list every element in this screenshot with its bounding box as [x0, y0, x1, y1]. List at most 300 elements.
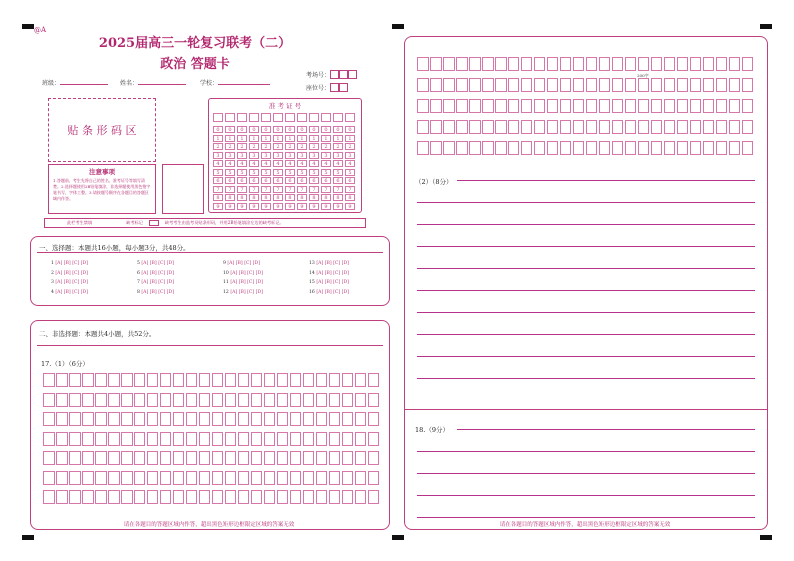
admission-digit-bubble[interactable]: 0: [249, 126, 259, 133]
writing-cell[interactable]: [495, 99, 507, 113]
writing-cell[interactable]: [186, 490, 198, 504]
writing-cell[interactable]: [95, 412, 107, 426]
writing-cell[interactable]: [56, 490, 68, 504]
admission-digit-bubble[interactable]: 3: [309, 152, 319, 159]
admission-digit-bubble[interactable]: 9: [237, 203, 247, 210]
admission-digit-bubble[interactable]: 6: [345, 177, 355, 184]
writing-cell[interactable]: [456, 57, 468, 71]
writing-cell[interactable]: [316, 412, 328, 426]
writing-cell[interactable]: [430, 99, 442, 113]
writing-cell[interactable]: [430, 120, 442, 134]
admission-digit-bubble[interactable]: 0: [273, 126, 283, 133]
admission-digit-bubble[interactable]: 9: [225, 203, 235, 210]
admission-write-cell[interactable]: [261, 113, 271, 122]
admission-digit-bubble[interactable]: 8: [321, 194, 331, 201]
option-bubble[interactable]: [B]: [324, 289, 334, 295]
writing-cell[interactable]: [729, 99, 741, 113]
option-bubble[interactable]: [A]: [230, 270, 239, 276]
option-bubble[interactable]: [C]: [247, 280, 256, 285]
writing-cell[interactable]: [186, 451, 198, 465]
choice-question-7[interactable]: [137, 280, 174, 285]
option-bubble[interactable]: [D]: [80, 280, 89, 285]
writing-cell[interactable]: [251, 393, 263, 407]
writing-cell[interactable]: [690, 141, 702, 155]
admission-digit-bubble[interactable]: 4: [261, 160, 271, 167]
option-bubble[interactable]: [A]: [55, 289, 64, 295]
admission-digit-bubble[interactable]: 9: [309, 203, 319, 210]
option-bubble[interactable]: [D]: [341, 261, 349, 266]
choice-question-13[interactable]: [309, 261, 349, 266]
admission-digit-bubble[interactable]: 3: [333, 152, 343, 159]
option-bubble[interactable]: [A]: [141, 280, 150, 285]
writing-cell[interactable]: [625, 99, 637, 113]
writing-cell[interactable]: [417, 99, 429, 113]
writing-cell[interactable]: [95, 393, 107, 407]
admission-write-cell[interactable]: [273, 113, 283, 122]
writing-cell[interactable]: [729, 57, 741, 71]
admission-digit-bubble[interactable]: 4: [345, 160, 355, 167]
writing-cell[interactable]: [368, 393, 380, 407]
writing-cell[interactable]: [716, 57, 728, 71]
admission-digit-bubble[interactable]: 7: [225, 186, 235, 193]
writing-cell[interactable]: [625, 120, 637, 134]
answer-line[interactable]: [457, 429, 755, 430]
choice-question-12[interactable]: [223, 290, 263, 295]
writing-cell[interactable]: [43, 490, 55, 504]
writing-cell[interactable]: [173, 412, 185, 426]
writing-cell[interactable]: [199, 451, 211, 465]
writing-cell[interactable]: [173, 490, 185, 504]
writing-cell[interactable]: [147, 471, 159, 485]
writing-cell[interactable]: [303, 432, 315, 446]
writing-cell[interactable]: [316, 490, 328, 504]
writing-cell[interactable]: [316, 393, 328, 407]
writing-cell[interactable]: [303, 412, 315, 426]
admission-digit-bubble[interactable]: 6: [225, 177, 235, 184]
admission-digit-bubble[interactable]: 1: [345, 135, 355, 142]
writing-cell[interactable]: [599, 120, 611, 134]
writing-cell[interactable]: [173, 432, 185, 446]
admission-write-cell[interactable]: [249, 113, 259, 122]
admission-digit-bubble[interactable]: 9: [333, 203, 343, 210]
writing-cell[interactable]: [277, 471, 289, 485]
admission-digit-bubble[interactable]: 6: [249, 177, 259, 184]
writing-cell[interactable]: [264, 490, 276, 504]
choice-question-4[interactable]: [51, 290, 88, 295]
admission-digit-bubble[interactable]: 1: [309, 135, 319, 142]
option-bubble[interactable]: [A]: [227, 261, 236, 266]
writing-cell[interactable]: [521, 78, 533, 92]
choice-question-15[interactable]: [309, 280, 349, 285]
writing-cell[interactable]: [586, 78, 598, 92]
admission-digit-bubble[interactable]: 5: [333, 169, 343, 176]
writing-cell[interactable]: [443, 141, 455, 155]
writing-cell[interactable]: [251, 471, 263, 485]
admission-digit-bubble[interactable]: 5: [261, 169, 271, 176]
writing-cell[interactable]: [664, 120, 676, 134]
writing-cell[interactable]: [56, 373, 68, 387]
admission-write-cell[interactable]: [297, 113, 307, 122]
writing-cell[interactable]: [290, 412, 302, 426]
writing-cell[interactable]: [43, 412, 55, 426]
admission-digit-bubble[interactable]: 1: [261, 135, 271, 142]
admission-digit-bubble[interactable]: 7: [249, 186, 259, 193]
writing-cell[interactable]: [703, 78, 715, 92]
writing-cell[interactable]: [482, 57, 494, 71]
admission-write-cell[interactable]: [225, 113, 235, 122]
writing-cell[interactable]: [173, 451, 185, 465]
admission-digit-bubble[interactable]: 0: [333, 126, 343, 133]
writing-cell[interactable]: [716, 99, 728, 113]
writing-cell[interactable]: [69, 373, 81, 387]
admission-digit-bubble[interactable]: 6: [261, 177, 271, 184]
writing-cell[interactable]: [121, 373, 133, 387]
writing-cell[interactable]: [456, 141, 468, 155]
writing-cell[interactable]: [316, 471, 328, 485]
admission-digit-bubble[interactable]: 1: [321, 135, 331, 142]
writing-cell[interactable]: [560, 78, 572, 92]
admission-digit-bubble[interactable]: 0: [309, 126, 319, 133]
option-bubble[interactable]: [D]: [341, 289, 349, 295]
writing-cell[interactable]: [664, 57, 676, 71]
option-bubble[interactable]: [A]: [55, 270, 64, 276]
choice-question-1[interactable]: [51, 261, 88, 266]
writing-cell[interactable]: [482, 99, 494, 113]
writing-cell[interactable]: [329, 432, 341, 446]
writing-cell[interactable]: [664, 78, 676, 92]
writing-grid-row[interactable]: [43, 490, 381, 504]
admission-digit-bubble[interactable]: 3: [261, 152, 271, 159]
writing-cell[interactable]: [742, 120, 754, 134]
admission-digit-bubble[interactable]: 8: [285, 194, 295, 201]
option-bubble[interactable]: [B]: [149, 289, 159, 295]
admission-digit-bubble[interactable]: 3: [237, 152, 247, 159]
writing-cell[interactable]: [199, 412, 211, 426]
writing-cell[interactable]: [134, 451, 146, 465]
admission-digit-bubble[interactable]: 8: [225, 194, 235, 201]
writing-cell[interactable]: [43, 373, 55, 387]
writing-cell[interactable]: [677, 120, 689, 134]
writing-cell[interactable]: [95, 432, 107, 446]
writing-cell[interactable]: [329, 393, 341, 407]
writing-cell[interactable]: [238, 471, 250, 485]
writing-cell[interactable]: [430, 57, 442, 71]
admission-digit-bubble[interactable]: 1: [297, 135, 307, 142]
writing-cell[interactable]: [212, 412, 224, 426]
writing-cell[interactable]: [212, 490, 224, 504]
school-field[interactable]: [200, 78, 270, 87]
writing-cell[interactable]: [121, 393, 133, 407]
option-bubble[interactable]: [D]: [252, 261, 261, 266]
writing-cell[interactable]: [160, 490, 172, 504]
writing-cell[interactable]: [82, 373, 94, 387]
admission-digit-bubble[interactable]: 8: [333, 194, 343, 201]
admission-digit-bubble[interactable]: 3: [285, 152, 295, 159]
writing-cell[interactable]: [160, 451, 172, 465]
writing-cell[interactable]: [495, 120, 507, 134]
writing-cell[interactable]: [95, 451, 107, 465]
writing-cell[interactable]: [443, 78, 455, 92]
writing-cell[interactable]: [277, 432, 289, 446]
writing-cell[interactable]: [251, 432, 263, 446]
admission-digit-bubble[interactable]: 2: [321, 143, 331, 150]
admission-digit-bubble[interactable]: 6: [297, 177, 307, 184]
writing-cell[interactable]: [547, 99, 559, 113]
admission-digit-bubble[interactable]: 6: [273, 177, 283, 184]
option-bubble[interactable]: [D]: [166, 280, 175, 285]
writing-cell[interactable]: [95, 490, 107, 504]
writing-cell[interactable]: [638, 99, 650, 113]
admission-digit-bubble[interactable]: 7: [345, 186, 355, 193]
option-bubble[interactable]: [C]: [158, 289, 167, 295]
choice-question-8[interactable]: [137, 290, 174, 295]
writing-cell[interactable]: [469, 141, 481, 155]
writing-grid-row[interactable]: [417, 78, 755, 92]
answer-line[interactable]: [457, 180, 755, 181]
writing-cell[interactable]: [108, 393, 120, 407]
writing-cell[interactable]: [121, 490, 133, 504]
writing-cell[interactable]: [355, 393, 367, 407]
writing-cell[interactable]: [638, 120, 650, 134]
writing-cell[interactable]: [199, 393, 211, 407]
writing-cell[interactable]: [212, 451, 224, 465]
admission-digit-bubble[interactable]: 5: [297, 169, 307, 176]
writing-cell[interactable]: [186, 393, 198, 407]
writing-cell[interactable]: [134, 432, 146, 446]
option-bubble[interactable]: [C]: [72, 280, 81, 285]
writing-cell[interactable]: [677, 141, 689, 155]
option-bubble[interactable]: [A]: [55, 261, 64, 266]
option-bubble[interactable]: [C]: [158, 280, 167, 285]
admission-digit-bubble[interactable]: 8: [309, 194, 319, 201]
writing-cell[interactable]: [495, 57, 507, 71]
writing-cell[interactable]: [417, 57, 429, 71]
writing-grid-row[interactable]: [43, 471, 381, 485]
admission-digit-bubble[interactable]: 9: [321, 203, 331, 210]
writing-cell[interactable]: [573, 141, 585, 155]
choice-question-5[interactable]: [137, 261, 174, 266]
writing-cell[interactable]: [417, 141, 429, 155]
writing-cell[interactable]: [121, 412, 133, 426]
writing-cell[interactable]: [703, 141, 715, 155]
writing-cell[interactable]: [430, 78, 442, 92]
writing-cell[interactable]: [225, 432, 237, 446]
writing-cell[interactable]: [355, 451, 367, 465]
answer-line[interactable]: [417, 451, 755, 452]
choice-question-11[interactable]: [223, 280, 263, 285]
writing-cell[interactable]: [173, 393, 185, 407]
writing-cell[interactable]: [716, 120, 728, 134]
writing-cell[interactable]: [82, 432, 94, 446]
writing-cell[interactable]: [69, 490, 81, 504]
writing-cell[interactable]: [368, 432, 380, 446]
writing-cell[interactable]: [212, 432, 224, 446]
writing-cell[interactable]: [599, 57, 611, 71]
writing-cell[interactable]: [560, 141, 572, 155]
writing-cell[interactable]: [342, 432, 354, 446]
class-field[interactable]: [42, 78, 108, 87]
writing-cell[interactable]: [290, 373, 302, 387]
writing-cell[interactable]: [329, 490, 341, 504]
answer-line[interactable]: [417, 356, 755, 357]
admission-digit-bubble[interactable]: 7: [261, 186, 271, 193]
writing-cell[interactable]: [664, 141, 676, 155]
writing-cell[interactable]: [303, 393, 315, 407]
admission-digit-bubble[interactable]: 7: [213, 186, 223, 193]
writing-cell[interactable]: [469, 57, 481, 71]
option-bubble[interactable]: [C]: [247, 270, 256, 276]
answer-line[interactable]: [417, 202, 755, 203]
option-bubble[interactable]: [A]: [316, 270, 325, 276]
writing-cell[interactable]: [43, 451, 55, 465]
writing-cell[interactable]: [134, 393, 146, 407]
writing-cell[interactable]: [264, 393, 276, 407]
writing-cell[interactable]: [586, 141, 598, 155]
writing-cell[interactable]: [43, 471, 55, 485]
option-bubble[interactable]: [B]: [235, 261, 245, 266]
admission-write-cell[interactable]: [309, 113, 319, 122]
writing-cell[interactable]: [456, 78, 468, 92]
answer-line[interactable]: [417, 224, 755, 225]
exam-room-field[interactable]: [306, 70, 357, 79]
writing-cell[interactable]: [238, 451, 250, 465]
admission-digit-bubble[interactable]: 6: [321, 177, 331, 184]
writing-cell[interactable]: [108, 412, 120, 426]
writing-cell[interactable]: [290, 490, 302, 504]
writing-cell[interactable]: [612, 57, 624, 71]
writing-cell[interactable]: [690, 57, 702, 71]
writing-cell[interactable]: [547, 141, 559, 155]
writing-cell[interactable]: [277, 373, 289, 387]
admission-digit-bubble[interactable]: 9: [273, 203, 283, 210]
option-bubble[interactable]: [D]: [166, 261, 175, 266]
option-bubble[interactable]: [B]: [149, 261, 159, 266]
admission-digit-bubble[interactable]: 6: [213, 177, 223, 184]
writing-cell[interactable]: [225, 471, 237, 485]
writing-cell[interactable]: [716, 141, 728, 155]
writing-cell[interactable]: [160, 471, 172, 485]
answer-line[interactable]: [417, 290, 755, 291]
writing-cell[interactable]: [69, 412, 81, 426]
admission-digit-bubble[interactable]: 4: [285, 160, 295, 167]
choice-question-14[interactable]: [309, 271, 349, 276]
admission-digit-bubble[interactable]: 4: [249, 160, 259, 167]
admission-digit-bubble[interactable]: 2: [237, 143, 247, 150]
admission-digit-bubble[interactable]: 4: [213, 160, 223, 167]
admission-digit-bubble[interactable]: 4: [333, 160, 343, 167]
admission-digit-bubble[interactable]: 1: [285, 135, 295, 142]
writing-grid-row[interactable]: [43, 373, 381, 387]
admission-digit-bubble[interactable]: 2: [261, 143, 271, 150]
option-bubble[interactable]: [C]: [333, 280, 342, 285]
writing-cell[interactable]: [342, 471, 354, 485]
writing-cell[interactable]: [482, 141, 494, 155]
option-bubble[interactable]: [D]: [166, 270, 175, 276]
writing-cell[interactable]: [690, 120, 702, 134]
writing-cell[interactable]: [703, 120, 715, 134]
writing-cell[interactable]: [160, 432, 172, 446]
admission-digit-bubble[interactable]: 9: [249, 203, 259, 210]
writing-cell[interactable]: [443, 99, 455, 113]
writing-cell[interactable]: [368, 412, 380, 426]
writing-cell[interactable]: [212, 373, 224, 387]
writing-cell[interactable]: [225, 490, 237, 504]
absent-mark[interactable]: [149, 220, 159, 226]
writing-cell[interactable]: [82, 451, 94, 465]
writing-cell[interactable]: [355, 412, 367, 426]
writing-cell[interactable]: [482, 120, 494, 134]
writing-cell[interactable]: [742, 78, 754, 92]
choice-question-3[interactable]: [51, 280, 88, 285]
writing-cell[interactable]: [186, 471, 198, 485]
writing-cell[interactable]: [69, 393, 81, 407]
writing-cell[interactable]: [573, 78, 585, 92]
writing-cell[interactable]: [43, 393, 55, 407]
writing-cell[interactable]: [121, 451, 133, 465]
admission-digit-bubble[interactable]: 9: [345, 203, 355, 210]
writing-cell[interactable]: [560, 99, 572, 113]
option-bubble[interactable]: [D]: [255, 289, 263, 295]
writing-grid-row[interactable]: [417, 99, 755, 113]
option-bubble[interactable]: [C]: [333, 270, 342, 276]
admission-write-cell[interactable]: [345, 113, 355, 122]
answer-line[interactable]: [417, 334, 755, 335]
admission-digit-bubble[interactable]: 3: [345, 152, 355, 159]
writing-cell[interactable]: [264, 432, 276, 446]
writing-cell[interactable]: [225, 451, 237, 465]
writing-cell[interactable]: [199, 490, 211, 504]
writing-cell[interactable]: [355, 432, 367, 446]
writing-cell[interactable]: [508, 141, 520, 155]
option-bubble[interactable]: [B]: [238, 280, 248, 285]
writing-cell[interactable]: [173, 373, 185, 387]
option-bubble[interactable]: [D]: [80, 289, 89, 295]
writing-cell[interactable]: [329, 412, 341, 426]
writing-cell[interactable]: [199, 373, 211, 387]
admission-digit-bubble[interactable]: 3: [297, 152, 307, 159]
option-bubble[interactable]: [C]: [244, 261, 253, 266]
admission-digit-bubble[interactable]: 3: [273, 152, 283, 159]
writing-cell[interactable]: [290, 432, 302, 446]
writing-cell[interactable]: [238, 373, 250, 387]
admission-digit-bubble[interactable]: 1: [237, 135, 247, 142]
writing-cell[interactable]: [638, 57, 650, 71]
writing-cell[interactable]: [560, 57, 572, 71]
option-bubble[interactable]: [D]: [341, 280, 349, 285]
writing-cell[interactable]: [599, 141, 611, 155]
writing-cell[interactable]: [703, 57, 715, 71]
answer-line[interactable]: [417, 246, 755, 247]
writing-cell[interactable]: [82, 412, 94, 426]
writing-cell[interactable]: [651, 57, 663, 71]
admission-digit-bubble[interactable]: 5: [285, 169, 295, 176]
writing-cell[interactable]: [82, 393, 94, 407]
writing-cell[interactable]: [612, 120, 624, 134]
admission-digit-bubble[interactable]: 6: [237, 177, 247, 184]
choice-question-10[interactable]: [223, 271, 263, 276]
writing-cell[interactable]: [355, 471, 367, 485]
writing-cell[interactable]: [69, 471, 81, 485]
writing-cell[interactable]: [342, 412, 354, 426]
answer-line[interactable]: [417, 473, 755, 474]
writing-cell[interactable]: [342, 490, 354, 504]
admission-digit-bubble[interactable]: 3: [321, 152, 331, 159]
writing-grid-row[interactable]: [43, 412, 381, 426]
writing-cell[interactable]: [290, 471, 302, 485]
writing-cell[interactable]: [56, 451, 68, 465]
writing-cell[interactable]: [342, 451, 354, 465]
choice-question-16[interactable]: [309, 290, 349, 295]
